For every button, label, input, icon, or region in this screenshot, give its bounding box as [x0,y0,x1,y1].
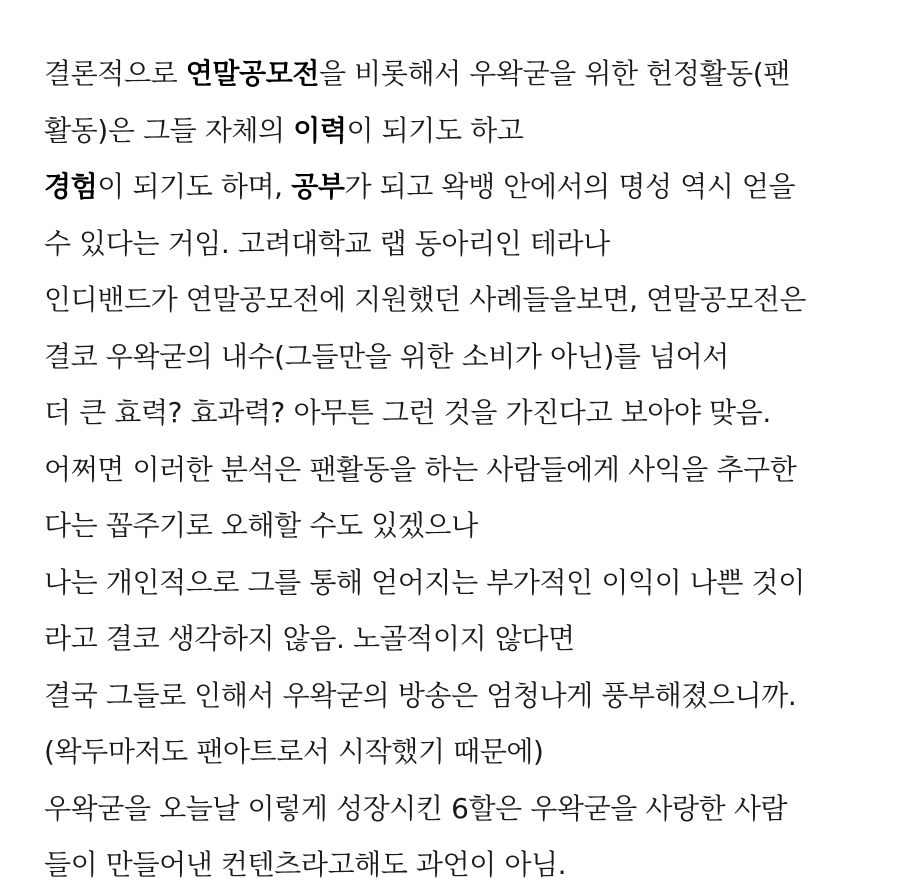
text-line [44,442,874,499]
text-line [44,385,874,442]
text-line [44,46,874,103]
text-span: 이 되기도 하며, [97,170,292,203]
text-line [44,837,874,894]
text-span: 라고 결코 생각하지 않음. 노골적이지 않다면 [44,622,575,655]
text-span: 나는 개인적으로 그를 통해 얻어지는 부가적인 이익이 나쁜 것이 [44,565,805,599]
text-line [44,329,874,386]
text-span: 더 큰 효력? 효과력? 아무튼 그런 것을 가진다고 보아야 맞음. [44,396,771,429]
text-span: 을 비롯해서 우왁굳을 위한 헌정활동(팬 [319,57,790,90]
text-span: 다는 꼽주기로 오해할 수도 있겠으나 [44,509,478,542]
text-span: (왁두마저도 팬아트로서 시작했기 때문에) [44,735,544,768]
bold-text: 경험 [44,170,98,203]
text-span: 수 있다는 거임. 고려대학교 랩 동아리인 테라나 [44,226,610,260]
text-line [44,555,874,612]
text-line [44,611,874,668]
bold-text: 연말공모전 [185,57,319,90]
text-span: 결코 우왁굳의 내수(그들만을 위한 소비가 아닌)를 넘어서 [44,339,729,373]
text-line [44,668,874,725]
bold-text: 공부 [291,170,345,203]
document-body [44,46,874,894]
text-span: 이 되기도 하고 [346,113,524,147]
text-line [44,724,874,781]
text-line [44,159,874,216]
text-span: 가 되고 왁뱅 안에서의 명성 역시 얻을 [344,170,796,203]
text-span: 들이 만들어낸 컨텐츠라고해도 과언이 아님. [44,848,567,881]
text-span: 결국 그들로 인해서 우왁굳의 방송은 엄청나게 풍부해졌으니까. [44,678,797,712]
text-span: 결론적으로 [44,57,186,90]
text-line [44,498,874,555]
text-span: 인디밴드가 연말공모전에 지원했던 사례들을보면, 연말공모전은 [44,283,807,316]
text-line [44,216,874,273]
text-line [44,781,874,838]
text-line [44,272,874,329]
text-line [44,103,874,160]
text-span: 어쩌면 이러한 분석은 팬활동을 하는 사람들에게 사익을 추구한 [44,452,797,486]
text-span: 우왁굳을 오늘날 이렇게 성장시킨 6할은 우왁굳을 사랑한 사람 [44,791,788,825]
text-span: 활동)은 그들 자체의 [44,113,294,147]
bold-text: 이력 [293,113,347,147]
